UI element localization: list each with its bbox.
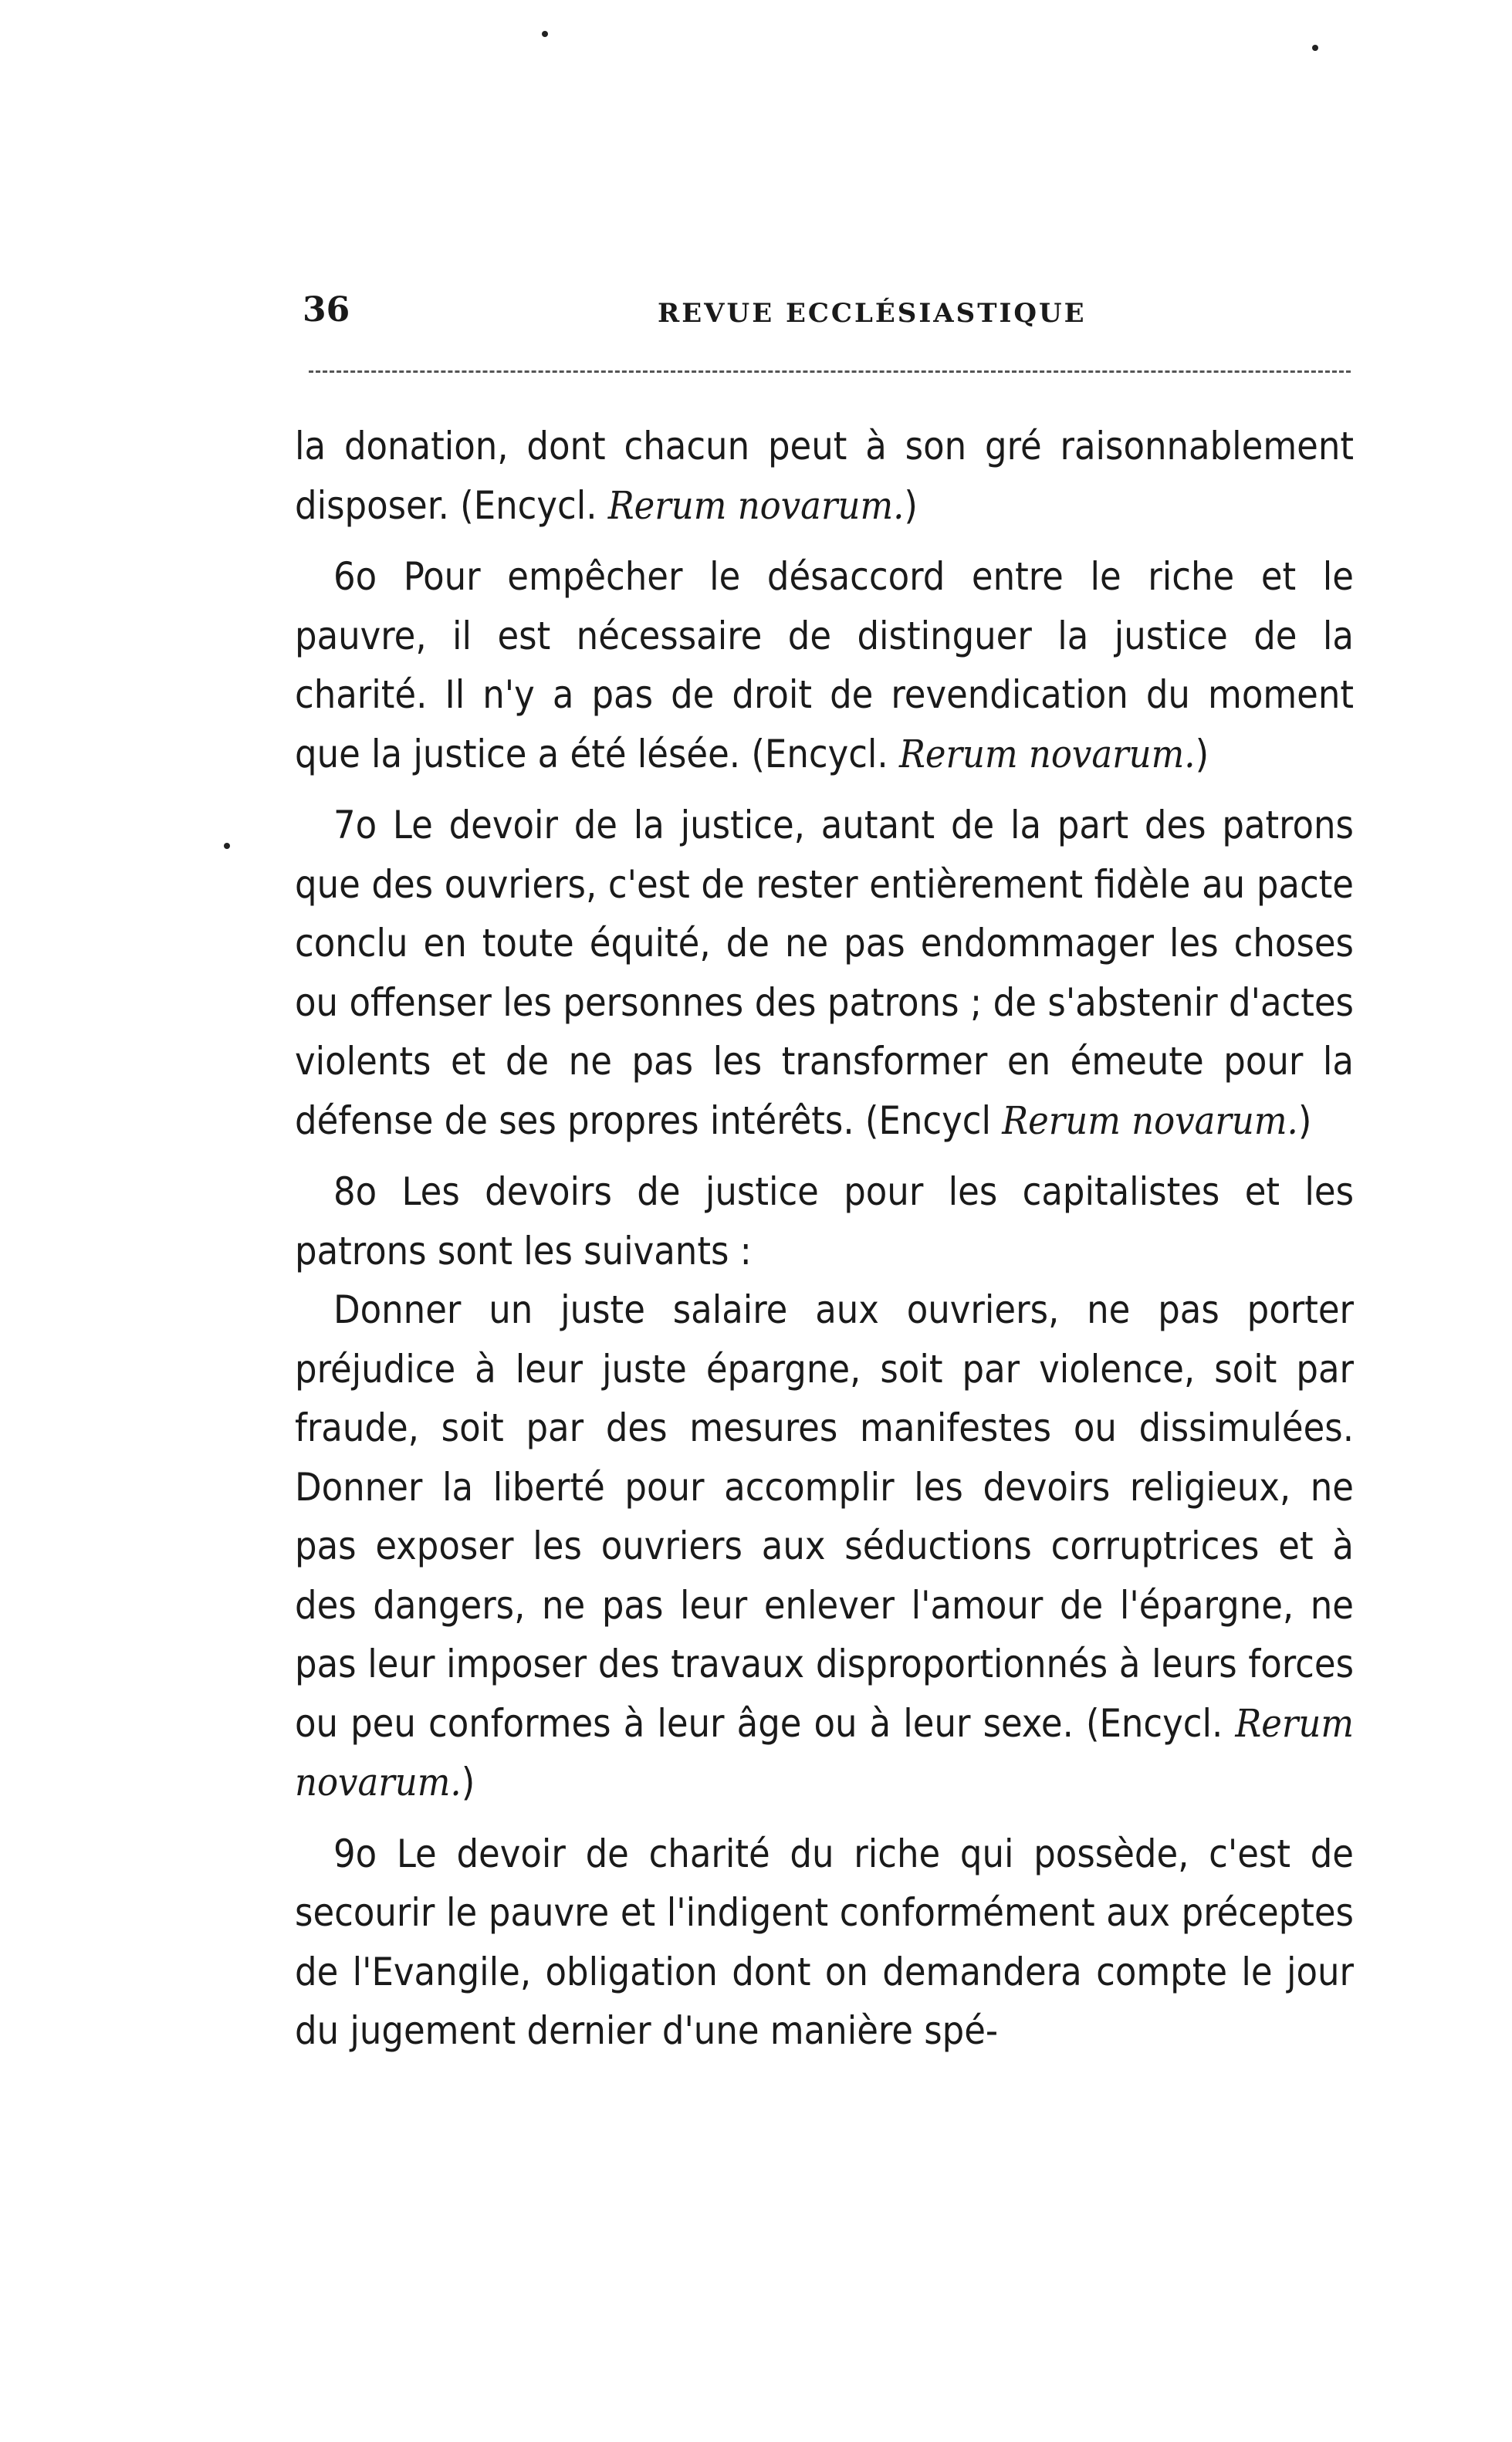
paragraph-text: 7o Le devoir de la justice, autant de la part des patrons que des ouvriers, c'est de rester entièrement fidèle au pacte conclu en toute équité, de ne pas endommager les choses ou offenser les personnes des patrons ; de s'abstenir d'actes violents et de ne pas les transformer en émeute pour la défense de ses propres intérêts. (Encycl bbox=[295, 803, 1354, 1143]
scan-speck bbox=[542, 31, 548, 37]
paragraph-text: 9o Le devoir de charité du riche qui possède, c'est de secourir le pauvre et l'indigent conformément aux préceptes de l'Evangile, obligation dont on demandera compte le jour du jugement dernier d'une manière spé- bbox=[295, 1831, 1354, 2053]
citation: Rerum novarum. bbox=[607, 482, 905, 528]
citation: Rerum novarum. bbox=[898, 731, 1196, 776]
header-rule bbox=[309, 370, 1351, 373]
paragraph-text: la donation, dont chacun peut à son gré raisonnablement disposer. (Encycl. bbox=[295, 424, 1354, 528]
citation: Rerum novarum. bbox=[1002, 1098, 1298, 1143]
paragraph bbox=[295, 417, 1354, 535]
running-head: REVUE ECCLÉSIASTIQUE bbox=[658, 298, 1087, 329]
scan-speck bbox=[224, 843, 230, 849]
paragraph bbox=[295, 1825, 1354, 2061]
page-header bbox=[303, 287, 1352, 333]
paragraph bbox=[295, 796, 1354, 1150]
paragraph-text: Donner un juste salaire aux ouvriers, ne pas porter préjudice à leur juste épargne, soit par violence, soit par fraude, soit par des mesures manifestes ou dissimulées. Donner la liberté pour accomplir les devoirs religieux, ne pas exposer les ouvriers aux séductions corruptrices et à des dangers, ne pas leur enlever l'amour de l'épargne, ne pas leur imposer des travaux disproportionnés à leurs forces ou peu conformes à leur âge ou à leur sexe. (Encycl. bbox=[295, 1287, 1354, 1746]
paragraph-text: ) bbox=[461, 1760, 475, 1804]
page-number: 36 bbox=[303, 290, 350, 330]
paragraph-text: 8o Les devoirs de justice pour les capitalistes et les patrons sont les suivants : bbox=[295, 1169, 1354, 1273]
paragraph bbox=[295, 1162, 1354, 1280]
scan-speck bbox=[1312, 45, 1318, 51]
body-text bbox=[295, 417, 1354, 2073]
paragraph-text: ) bbox=[1297, 1098, 1312, 1143]
paragraph-text: 6o Pour empêcher le désaccord entre le riche et le pauvre, il est nécessaire de distinguer la justice de la charité. Il n'y a pas de droit de revendication du moment que la justice a été lésée. (Encycl. bbox=[295, 554, 1354, 776]
paragraph bbox=[295, 1280, 1354, 1812]
citation: Rerum novarum. bbox=[295, 1700, 1354, 1804]
paragraph-text: ) bbox=[904, 482, 918, 528]
paragraph bbox=[295, 547, 1354, 783]
paragraph-text: ) bbox=[1195, 731, 1209, 776]
